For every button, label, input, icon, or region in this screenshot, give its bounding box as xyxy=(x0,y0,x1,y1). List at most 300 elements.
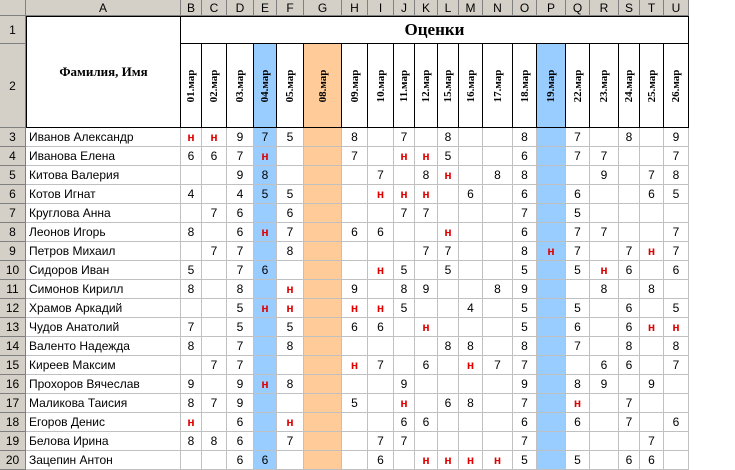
grade-cell[interactable]: 7 xyxy=(566,242,590,261)
grade-cell[interactable] xyxy=(304,185,342,204)
grade-cell[interactable] xyxy=(254,413,277,432)
grade-cell[interactable] xyxy=(368,375,394,394)
grade-cell[interactable]: 7 xyxy=(619,242,640,261)
row-header-20[interactable]: 20 xyxy=(0,451,26,470)
grade-cell[interactable]: 7 xyxy=(202,242,227,261)
grade-cell[interactable] xyxy=(664,280,689,299)
grade-cell[interactable] xyxy=(590,128,619,147)
grade-cell[interactable] xyxy=(181,242,202,261)
grade-cell[interactable] xyxy=(202,280,227,299)
grade-cell[interactable]: 5 xyxy=(277,318,304,337)
grade-cell[interactable]: 8 xyxy=(619,337,640,356)
grade-cell[interactable]: 7 xyxy=(513,432,537,451)
student-name-cell[interactable]: Валенто Надежда xyxy=(26,337,181,356)
grade-cell[interactable] xyxy=(640,223,664,242)
grade-cell[interactable] xyxy=(590,432,619,451)
grade-cell[interactable] xyxy=(459,128,483,147)
grade-cell[interactable]: 6 xyxy=(590,356,619,375)
grade-cell[interactable] xyxy=(304,147,342,166)
grade-cell[interactable]: 6 xyxy=(619,451,640,470)
grade-cell[interactable] xyxy=(202,337,227,356)
grade-cell[interactable]: 6 xyxy=(566,413,590,432)
grade-cell[interactable]: н xyxy=(640,242,664,261)
grade-cell[interactable]: 7 xyxy=(513,204,537,223)
grade-cell[interactable] xyxy=(483,223,513,242)
grade-cell[interactable]: 6 xyxy=(619,356,640,375)
grade-cell[interactable]: н xyxy=(277,299,304,318)
grade-cell[interactable]: 7 xyxy=(342,147,368,166)
grade-cell[interactable]: 7 xyxy=(254,128,277,147)
grade-cell[interactable]: 7 xyxy=(664,223,689,242)
grade-cell[interactable] xyxy=(619,185,640,204)
grade-cell[interactable]: 6 xyxy=(202,147,227,166)
grade-cell[interactable] xyxy=(415,375,438,394)
row-header-17[interactable]: 17 xyxy=(0,394,26,413)
grade-cell[interactable] xyxy=(304,356,342,375)
grade-cell[interactable] xyxy=(277,261,304,280)
grade-cell[interactable] xyxy=(202,413,227,432)
grade-cell[interactable]: 5 xyxy=(566,451,590,470)
grade-cell[interactable]: 7 xyxy=(227,242,254,261)
grade-cell[interactable] xyxy=(459,413,483,432)
grade-cell[interactable] xyxy=(304,432,342,451)
grade-cell[interactable]: 6 xyxy=(566,318,590,337)
grade-cell[interactable] xyxy=(254,432,277,451)
grade-cell[interactable] xyxy=(181,299,202,318)
grade-cell[interactable]: 7 xyxy=(394,204,415,223)
grade-cell[interactable] xyxy=(254,280,277,299)
grade-cell[interactable]: 5 xyxy=(342,394,368,413)
grade-cell[interactable]: 8 xyxy=(438,128,459,147)
grade-cell[interactable]: н xyxy=(394,185,415,204)
grade-cell[interactable]: н xyxy=(415,318,438,337)
grade-cell[interactable] xyxy=(304,166,342,185)
grade-cell[interactable] xyxy=(181,356,202,375)
grade-cell[interactable] xyxy=(619,280,640,299)
grade-cell[interactable] xyxy=(566,166,590,185)
grade-cell[interactable] xyxy=(483,413,513,432)
grade-cell[interactable]: 5 xyxy=(394,261,415,280)
grade-cell[interactable]: 7 xyxy=(619,413,640,432)
grade-cell[interactable]: 9 xyxy=(227,128,254,147)
grade-cell[interactable] xyxy=(415,261,438,280)
grade-cell[interactable] xyxy=(342,185,368,204)
grade-cell[interactable] xyxy=(304,337,342,356)
grade-cell[interactable]: 7 xyxy=(438,242,459,261)
grade-cell[interactable] xyxy=(640,147,664,166)
grade-cell[interactable]: 8 xyxy=(394,280,415,299)
grade-cell[interactable] xyxy=(415,223,438,242)
grade-cell[interactable]: 6 xyxy=(513,413,537,432)
grade-cell[interactable]: 5 xyxy=(513,261,537,280)
grade-cell[interactable]: 8 xyxy=(459,394,483,413)
grade-cell[interactable]: 7 xyxy=(277,223,304,242)
row-header-18[interactable]: 18 xyxy=(0,413,26,432)
grade-cell[interactable] xyxy=(619,223,640,242)
row-header-15[interactable]: 15 xyxy=(0,356,26,375)
student-name-cell[interactable]: Китова Валерия xyxy=(26,166,181,185)
grade-cell[interactable] xyxy=(438,280,459,299)
grade-cell[interactable]: 6 xyxy=(640,451,664,470)
grade-cell[interactable]: 8 xyxy=(277,375,304,394)
grade-cell[interactable] xyxy=(459,280,483,299)
grade-cell[interactable] xyxy=(342,375,368,394)
grade-cell[interactable]: н xyxy=(277,413,304,432)
grade-cell[interactable]: 8 xyxy=(277,242,304,261)
row-header-16[interactable]: 16 xyxy=(0,375,26,394)
grade-cell[interactable]: 6 xyxy=(415,413,438,432)
grade-cell[interactable]: 5 xyxy=(664,299,689,318)
grade-cell[interactable]: 6 xyxy=(227,223,254,242)
grade-cell[interactable]: н xyxy=(277,280,304,299)
grade-cell[interactable] xyxy=(368,280,394,299)
row-header-1[interactable]: 1 xyxy=(0,16,26,44)
grade-cell[interactable] xyxy=(537,204,566,223)
grade-cell[interactable] xyxy=(640,261,664,280)
grade-cell[interactable]: 8 xyxy=(438,337,459,356)
column-header-a[interactable]: A xyxy=(26,0,181,16)
grade-cell[interactable]: н xyxy=(438,451,459,470)
grade-cell[interactable] xyxy=(640,204,664,223)
grade-cell[interactable]: 7 xyxy=(566,128,590,147)
student-name-cell[interactable]: Круглова Анна xyxy=(26,204,181,223)
grade-cell[interactable] xyxy=(254,394,277,413)
column-header-r[interactable]: R xyxy=(590,0,619,16)
grade-cell[interactable]: н xyxy=(342,356,368,375)
grade-cell[interactable]: 5 xyxy=(254,185,277,204)
grade-cell[interactable]: 7 xyxy=(513,394,537,413)
column-header-p[interactable]: P xyxy=(537,0,566,16)
grade-cell[interactable] xyxy=(342,413,368,432)
row-header-9[interactable]: 9 xyxy=(0,242,26,261)
student-name-cell[interactable]: Храмов Аркадий xyxy=(26,299,181,318)
grade-cell[interactable] xyxy=(342,242,368,261)
grade-cell[interactable]: 7 xyxy=(181,318,202,337)
grade-cell[interactable]: 5 xyxy=(513,299,537,318)
grade-cell[interactable]: 9 xyxy=(227,375,254,394)
grade-cell[interactable] xyxy=(304,204,342,223)
grade-cell[interactable] xyxy=(342,166,368,185)
grade-cell[interactable] xyxy=(590,413,619,432)
column-header-e[interactable]: E xyxy=(254,0,277,16)
grade-cell[interactable] xyxy=(483,432,513,451)
grade-cell[interactable] xyxy=(277,356,304,375)
grade-cell[interactable] xyxy=(619,375,640,394)
grade-cell[interactable]: 7 xyxy=(368,166,394,185)
grade-cell[interactable] xyxy=(368,242,394,261)
grade-cell[interactable]: 6 xyxy=(227,432,254,451)
grade-cell[interactable] xyxy=(394,337,415,356)
grade-cell[interactable] xyxy=(304,318,342,337)
grade-cell[interactable] xyxy=(202,223,227,242)
grade-cell[interactable]: 9 xyxy=(590,166,619,185)
grade-cell[interactable]: 9 xyxy=(640,375,664,394)
grade-cell[interactable] xyxy=(537,280,566,299)
column-header-c[interactable]: C xyxy=(202,0,227,16)
grade-cell[interactable]: 7 xyxy=(394,432,415,451)
grade-cell[interactable]: 9 xyxy=(415,280,438,299)
grade-cell[interactable]: 9 xyxy=(664,128,689,147)
grade-cell[interactable]: 6 xyxy=(394,413,415,432)
grade-cell[interactable] xyxy=(537,318,566,337)
grade-cell[interactable]: 8 xyxy=(459,337,483,356)
grade-cell[interactable]: 5 xyxy=(394,299,415,318)
grade-cell[interactable]: 6 xyxy=(619,299,640,318)
column-header-q[interactable]: Q xyxy=(566,0,590,16)
grade-cell[interactable]: н xyxy=(438,166,459,185)
grade-cell[interactable] xyxy=(304,394,342,413)
grade-cell[interactable]: н xyxy=(394,147,415,166)
grade-cell[interactable]: 7 xyxy=(619,394,640,413)
grade-cell[interactable]: 5 xyxy=(227,299,254,318)
row-header-12[interactable]: 12 xyxy=(0,299,26,318)
grade-cell[interactable] xyxy=(368,204,394,223)
grade-cell[interactable]: 5 xyxy=(181,261,202,280)
grade-cell[interactable] xyxy=(438,185,459,204)
row-header-19[interactable]: 19 xyxy=(0,432,26,451)
grade-cell[interactable] xyxy=(438,356,459,375)
grade-cell[interactable]: 6 xyxy=(664,413,689,432)
grade-cell[interactable] xyxy=(304,280,342,299)
grade-cell[interactable]: 9 xyxy=(181,375,202,394)
grade-cell[interactable]: 7 xyxy=(566,223,590,242)
column-header-i[interactable]: I xyxy=(368,0,394,16)
column-header-b[interactable]: B xyxy=(181,0,202,16)
grade-cell[interactable] xyxy=(181,204,202,223)
grade-cell[interactable]: н xyxy=(368,185,394,204)
grade-cell[interactable] xyxy=(277,147,304,166)
grade-cell[interactable]: н xyxy=(459,356,483,375)
grade-cell[interactable] xyxy=(640,337,664,356)
grade-cell[interactable] xyxy=(590,242,619,261)
student-name-cell[interactable]: Леонов Игорь xyxy=(26,223,181,242)
grade-cell[interactable]: 7 xyxy=(664,356,689,375)
grade-cell[interactable]: 7 xyxy=(415,242,438,261)
grade-cell[interactable] xyxy=(590,451,619,470)
student-name-cell[interactable]: Сидоров Иван xyxy=(26,261,181,280)
grade-cell[interactable] xyxy=(619,204,640,223)
grade-cell[interactable]: н xyxy=(394,394,415,413)
column-header-j[interactable]: J xyxy=(394,0,415,16)
grade-cell[interactable]: 5 xyxy=(664,185,689,204)
grade-cell[interactable]: н xyxy=(664,318,689,337)
grade-cell[interactable]: 7 xyxy=(415,204,438,223)
grade-cell[interactable] xyxy=(459,261,483,280)
grade-cell[interactable] xyxy=(483,394,513,413)
grade-cell[interactable] xyxy=(483,242,513,261)
grade-cell[interactable]: 6 xyxy=(342,223,368,242)
grade-cell[interactable] xyxy=(304,299,342,318)
grade-cell[interactable] xyxy=(202,451,227,470)
grade-cell[interactable] xyxy=(459,318,483,337)
grade-cell[interactable] xyxy=(483,261,513,280)
grade-cell[interactable] xyxy=(438,432,459,451)
grade-cell[interactable]: 7 xyxy=(483,356,513,375)
grade-cell[interactable]: 6 xyxy=(227,204,254,223)
column-header-u[interactable]: U xyxy=(664,0,689,16)
grade-cell[interactable] xyxy=(304,261,342,280)
grade-cell[interactable] xyxy=(483,318,513,337)
grade-cell[interactable]: 5 xyxy=(438,147,459,166)
grade-cell[interactable]: 8 xyxy=(181,432,202,451)
grade-cell[interactable] xyxy=(277,451,304,470)
grade-cell[interactable] xyxy=(438,204,459,223)
row-header-13[interactable]: 13 xyxy=(0,318,26,337)
grade-cell[interactable]: 9 xyxy=(590,375,619,394)
grade-cell[interactable] xyxy=(342,261,368,280)
student-name-cell[interactable]: Маликова Таисия xyxy=(26,394,181,413)
row-header-10[interactable]: 10 xyxy=(0,261,26,280)
grade-cell[interactable] xyxy=(537,261,566,280)
grade-cell[interactable] xyxy=(664,204,689,223)
grade-cell[interactable] xyxy=(640,299,664,318)
grade-cell[interactable]: н xyxy=(254,147,277,166)
grade-cell[interactable] xyxy=(590,299,619,318)
grade-cell[interactable]: 6 xyxy=(277,204,304,223)
grade-cell[interactable]: н xyxy=(640,318,664,337)
grade-cell[interactable] xyxy=(537,413,566,432)
grade-cell[interactable]: н xyxy=(590,261,619,280)
grade-cell[interactable] xyxy=(459,375,483,394)
grade-cell[interactable]: н xyxy=(415,451,438,470)
column-header-t[interactable]: T xyxy=(640,0,664,16)
grade-cell[interactable] xyxy=(590,318,619,337)
row-header-5[interactable]: 5 xyxy=(0,166,26,185)
grade-cell[interactable] xyxy=(537,185,566,204)
grade-cell[interactable]: 7 xyxy=(277,432,304,451)
grade-cell[interactable]: 7 xyxy=(640,166,664,185)
grade-cell[interactable]: 6 xyxy=(664,261,689,280)
grade-cell[interactable]: 4 xyxy=(227,185,254,204)
grade-cell[interactable] xyxy=(483,128,513,147)
grade-cell[interactable] xyxy=(415,394,438,413)
grade-cell[interactable] xyxy=(438,413,459,432)
column-header-g[interactable]: G xyxy=(304,0,342,16)
grade-cell[interactable]: 5 xyxy=(227,318,254,337)
row-header-7[interactable]: 7 xyxy=(0,204,26,223)
student-name-cell[interactable]: Иванова Елена xyxy=(26,147,181,166)
grade-cell[interactable]: н xyxy=(566,394,590,413)
grade-cell[interactable]: 7 xyxy=(227,261,254,280)
student-name-cell[interactable]: Чудов Анатолий xyxy=(26,318,181,337)
grade-cell[interactable]: 8 xyxy=(227,280,254,299)
student-name-cell[interactable]: Иванов Александр xyxy=(26,128,181,147)
grade-cell[interactable] xyxy=(342,451,368,470)
grade-cell[interactable]: н xyxy=(342,299,368,318)
grade-cell[interactable]: 7 xyxy=(640,432,664,451)
grade-cell[interactable]: 8 xyxy=(513,337,537,356)
grade-cell[interactable] xyxy=(483,185,513,204)
grade-cell[interactable] xyxy=(368,337,394,356)
grade-cell[interactable] xyxy=(202,299,227,318)
grade-cell[interactable]: 8 xyxy=(513,128,537,147)
grade-cell[interactable]: 7 xyxy=(202,204,227,223)
column-header-s[interactable]: S xyxy=(619,0,640,16)
grade-cell[interactable] xyxy=(566,432,590,451)
grade-cell[interactable] xyxy=(664,432,689,451)
grade-cell[interactable]: 7 xyxy=(368,432,394,451)
grade-cell[interactable]: н xyxy=(254,299,277,318)
grade-cell[interactable]: 6 xyxy=(415,356,438,375)
grade-cell[interactable] xyxy=(304,223,342,242)
grade-cell[interactable]: 6 xyxy=(640,185,664,204)
grade-cell[interactable] xyxy=(537,147,566,166)
grade-cell[interactable]: 6 xyxy=(342,318,368,337)
grade-cell[interactable] xyxy=(202,185,227,204)
grade-cell[interactable]: н xyxy=(254,223,277,242)
column-header-l[interactable]: L xyxy=(438,0,459,16)
select-all-corner[interactable] xyxy=(0,0,26,16)
grade-cell[interactable]: 7 xyxy=(590,147,619,166)
grade-cell[interactable]: 6 xyxy=(459,185,483,204)
grade-cell[interactable] xyxy=(438,318,459,337)
row-header-3[interactable]: 3 xyxy=(0,128,26,147)
grade-cell[interactable] xyxy=(664,375,689,394)
grade-cell[interactable] xyxy=(254,337,277,356)
grade-cell[interactable]: 6 xyxy=(368,451,394,470)
grade-cell[interactable] xyxy=(415,299,438,318)
grade-cell[interactable]: 7 xyxy=(227,337,254,356)
grade-cell[interactable]: 6 xyxy=(619,261,640,280)
grade-cell[interactable] xyxy=(415,128,438,147)
grade-cell[interactable]: н xyxy=(368,299,394,318)
grade-cell[interactable]: 7 xyxy=(227,356,254,375)
column-header-d[interactable]: D xyxy=(227,0,254,16)
grade-cell[interactable]: 8 xyxy=(254,166,277,185)
grade-cell[interactable]: 7 xyxy=(202,394,227,413)
grade-cell[interactable]: н xyxy=(181,128,202,147)
grade-cell[interactable]: 5 xyxy=(277,185,304,204)
grade-cell[interactable] xyxy=(590,337,619,356)
grade-cell[interactable]: 6 xyxy=(438,394,459,413)
grade-cell[interactable] xyxy=(181,451,202,470)
grade-cell[interactable] xyxy=(202,375,227,394)
grade-cell[interactable] xyxy=(459,204,483,223)
grade-cell[interactable] xyxy=(202,318,227,337)
grade-cell[interactable]: 8 xyxy=(664,166,689,185)
student-name-cell[interactable]: Егоров Денис xyxy=(26,413,181,432)
grade-cell[interactable]: 6 xyxy=(227,413,254,432)
grade-cell[interactable] xyxy=(277,166,304,185)
grade-cell[interactable]: 8 xyxy=(590,280,619,299)
grade-cell[interactable] xyxy=(181,166,202,185)
row-header-4[interactable]: 4 xyxy=(0,147,26,166)
grade-cell[interactable] xyxy=(537,223,566,242)
grade-cell[interactable]: 5 xyxy=(566,204,590,223)
column-header-o[interactable]: O xyxy=(513,0,537,16)
grade-cell[interactable]: 5 xyxy=(566,299,590,318)
grade-cell[interactable] xyxy=(566,356,590,375)
grade-cell[interactable]: н xyxy=(438,223,459,242)
student-name-cell[interactable]: Прохоров Вячеслав xyxy=(26,375,181,394)
grade-cell[interactable] xyxy=(254,356,277,375)
grade-cell[interactable]: 7 xyxy=(566,147,590,166)
grade-cell[interactable] xyxy=(254,204,277,223)
grade-cell[interactable] xyxy=(537,432,566,451)
grade-cell[interactable]: н xyxy=(202,128,227,147)
grade-cell[interactable]: 7 xyxy=(513,356,537,375)
grade-cell[interactable]: 8 xyxy=(640,280,664,299)
grade-cell[interactable] xyxy=(590,204,619,223)
grade-cell[interactable] xyxy=(304,413,342,432)
grade-cell[interactable] xyxy=(664,451,689,470)
grade-cell[interactable] xyxy=(619,166,640,185)
grade-cell[interactable]: н xyxy=(483,451,513,470)
grade-cell[interactable] xyxy=(342,432,368,451)
grade-cell[interactable]: 6 xyxy=(566,185,590,204)
grade-cell[interactable] xyxy=(277,394,304,413)
grade-cell[interactable] xyxy=(483,375,513,394)
